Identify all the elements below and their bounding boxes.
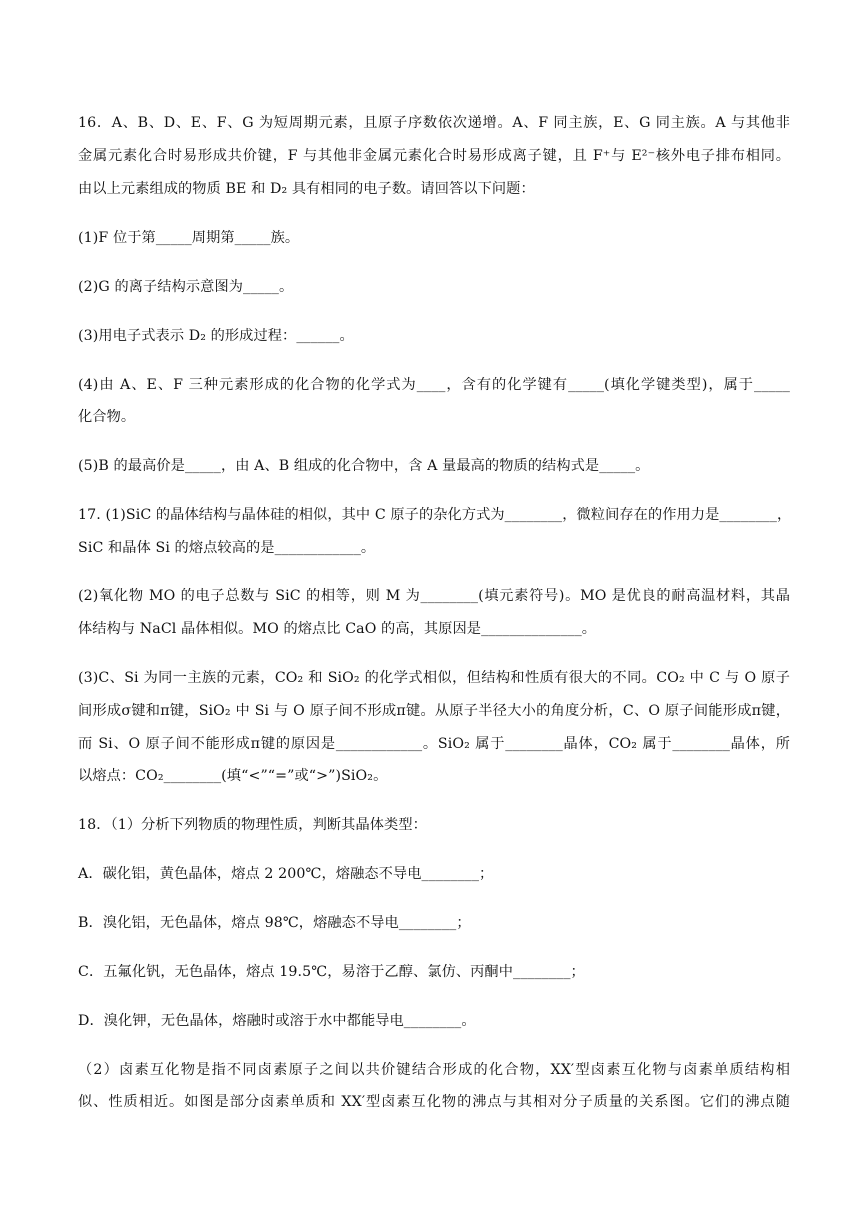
q18-option-d: D．溴化钾，无色晶体，熔融时或溶于水中都能导电________。 (78, 1013, 476, 1029)
q16-part-2: (2)G 的离子结构示意图为_____。 (78, 279, 294, 295)
q16-part-4-line-2: 化合物。 (78, 409, 136, 425)
q17-part-3-line-2: 间形成σ键和π键，SiO₂ 中 Si 与 O 原子间不形成π键。从原子半径大小的角度分析，C、O 原子间能形成π键， (78, 703, 790, 719)
q17-part-2-line-2: 体结构与 NaCl 晶体相似。MO 的熔点比 CaO 的高，其原因是______________。 (78, 621, 597, 637)
q16-part-1: (1)F 位于第_____周期第_____族。 (78, 230, 300, 246)
q18-part-2-line-2: 似、性质相近。如图是部分卤素单质和 XX′型卤素互化物的沸点与其相对分子质量的关系图。它们的沸点随 (78, 1094, 790, 1110)
q16-stem-line-3: 由以上元素组成的物质 BE 和 D₂ 具有相同的电子数。请回答以下问题： (78, 181, 535, 197)
q17-part-2-line-1: (2)氧化物 MO 的电子总数与 SiC 的相等，则 M 为________(填元素符号)。MO 是优良的耐高温材料，其晶 (78, 588, 790, 604)
q17-part-3-line-4: 以熔点：CO₂________(填“<”“=”或“>”)SiO₂。 (78, 768, 388, 784)
q17-part-3-line-1: (3)C、Si 为同一主族的元素，CO₂ 和 SiO₂ 的化学式相似，但结构和性质有很大的不同。CO₂ 中 C 与 O 原子 (78, 670, 790, 686)
q17-part-1-line-1: 17. (1)SiC 的晶体结构与晶体硅的相似，其中 C 原子的杂化方式为________，微粒间存在的作用力是________， (78, 507, 792, 523)
q17-part-1-line-2: SiC 和晶体 Si 的熔点较高的是____________。 (78, 540, 376, 556)
q16-stem-line-1: 16．A、B、D、E、F、G 为短周期元素，且原子序数依次递增。A、F 同主族，E、G 同主族。A 与其他非 (78, 115, 790, 131)
q18-part-2-line-1: （2）卤素互化物是指不同卤素原子之间以共价键结合形成的化合物，XX′型卤素互化物与卤素单质结构相 (78, 1062, 790, 1078)
q16-stem-line-2: 金属元素化合时易形成共价键，F 与其他非金属元素化合时易形成离子键，且 F⁺与 E²⁻核外电子排布相同。 (78, 148, 790, 164)
q16-part-4-line-1: (4)由 A、E、F 三种元素形成的化合物的化学式为____，含有的化学键有_____(填化学键类型)，属于_____ (78, 377, 790, 393)
q16-part-5: (5)B 的最高价是_____，由 A、B 组成的化合物中，含 A 量最高的物质的结构式是_____。 (78, 458, 650, 474)
q17-part-3-line-3: 而 Si、O 原子间不能形成π键的原因是____________。SiO₂ 属于________晶体，CO₂ 属于________晶体，所 (78, 736, 790, 752)
q18-option-c: C．五氟化钒，无色晶体，熔点 19.5℃，易溶于乙醇、氯仿、丙酮中________； (78, 964, 585, 980)
q18-option-b: B．溴化铝，无色晶体，熔点 98℃，熔融态不导电________； (78, 915, 471, 931)
q18-option-a: A．碳化铝，黄色晶体，熔点 2 200℃，熔融态不导电________； (78, 866, 494, 882)
q18-part-1: 18．（1）分析下列物质的物理性质，判断其晶体类型： (78, 817, 427, 833)
q16-part-3: (3)用电子式表示 D₂ 的形成过程：______。 (78, 328, 354, 344)
